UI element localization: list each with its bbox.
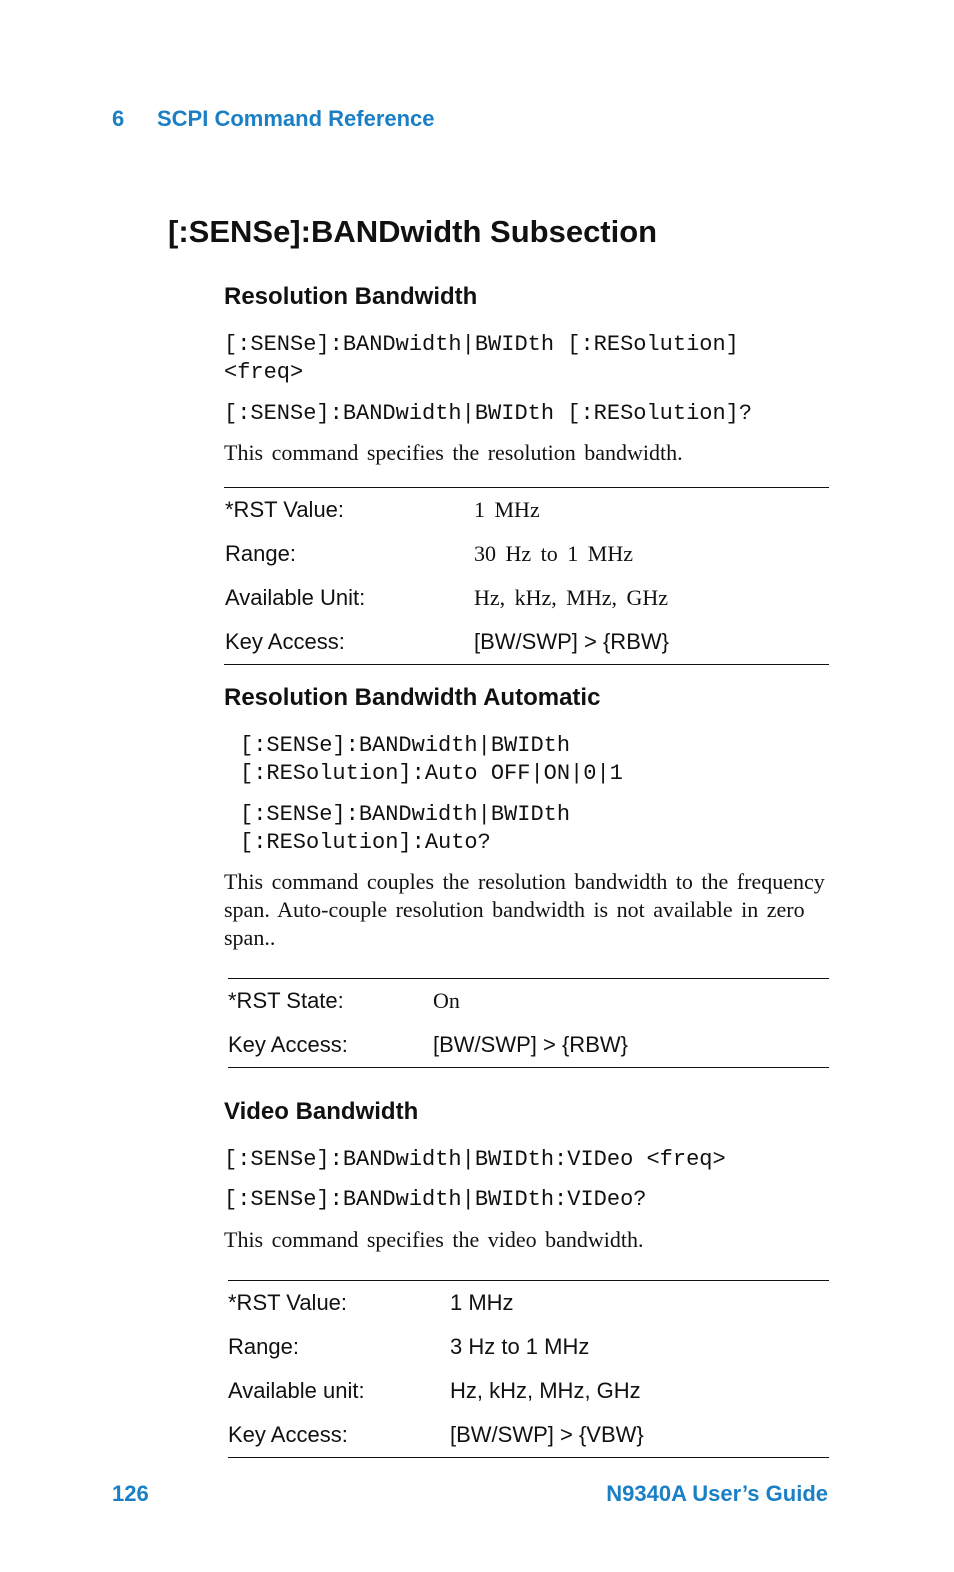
rbw-auto-query-command bbox=[240, 801, 570, 857]
rbw-auto-heading: Resolution Bandwidth Automatic bbox=[224, 684, 601, 711]
table-label: *RST Value: bbox=[228, 1290, 348, 1315]
table-value: 30 Hz to 1 MHz bbox=[474, 541, 633, 566]
vbw-set-command: [:SENSe]:BANDwidth|BWIDth:VIDeo <freq> bbox=[224, 1147, 726, 1172]
table-value: On bbox=[433, 988, 460, 1013]
table-label: Key Access: bbox=[228, 1422, 348, 1447]
rbw-set-command-line2: <freq> bbox=[224, 360, 304, 385]
chapter-number: 6 bbox=[112, 106, 125, 131]
rbw-auto-set-command bbox=[240, 732, 623, 788]
table-row bbox=[224, 532, 829, 576]
vbw-table bbox=[228, 1280, 829, 1458]
resolution-bandwidth-heading: Resolution Bandwidth bbox=[224, 283, 478, 310]
table-row bbox=[228, 1413, 829, 1457]
rbw-auto-set-line1: [:SENSe]:BANDwidth|BWIDth bbox=[240, 733, 571, 758]
table-label: Range: bbox=[228, 1334, 299, 1359]
table-value: Hz, kHz, MHz, GHz bbox=[450, 1378, 641, 1403]
table-value: 1 MHz bbox=[450, 1290, 514, 1315]
table-row bbox=[228, 1369, 829, 1413]
table-label: *RST State: bbox=[228, 988, 344, 1013]
table-row bbox=[224, 620, 829, 664]
table-value: [BW/SWP] > {RBW} bbox=[474, 629, 669, 654]
rbw-auto-query-line1: [:SENSe]:BANDwidth|BWIDth bbox=[240, 802, 571, 827]
rbw-auto-description: This command couples the resolution bandwidth to the frequency span. Auto-couple resolution bandwidth is not available in zero span.. bbox=[224, 869, 825, 950]
table-row bbox=[228, 1325, 829, 1369]
table-label: Range: bbox=[225, 541, 296, 566]
table-value: Hz, kHz, MHz, GHz bbox=[474, 585, 669, 610]
table-row bbox=[228, 1023, 829, 1067]
section-title: [:SENSe]:BANDwidth Subsection bbox=[168, 214, 658, 249]
rbw-query-command: [:SENSe]:BANDwidth|BWIDth [:RESolution]? bbox=[224, 401, 753, 426]
table-row bbox=[228, 1281, 829, 1325]
table-label: *RST Value: bbox=[225, 497, 345, 522]
page-number: 126 bbox=[112, 1481, 149, 1506]
table-value: [BW/SWP] > {RBW} bbox=[433, 1032, 628, 1057]
rbw-auto-set-line2: [:RESolution]:Auto OFF|ON|0|1 bbox=[240, 761, 623, 786]
rbw-description: This command specifies the resolution bandwidth. bbox=[224, 440, 683, 465]
rbw-auto-query-line2: [:RESolution]:Auto? bbox=[240, 830, 491, 855]
rbw-auto-table bbox=[228, 978, 829, 1068]
table-row bbox=[228, 979, 829, 1023]
vbw-description: This command specifies the video bandwidth. bbox=[224, 1227, 644, 1252]
table-value: 1 MHz bbox=[474, 497, 540, 522]
rbw-set-command-line1: [:SENSe]:BANDwidth|BWIDth [:RESolution] bbox=[224, 332, 739, 357]
table-label: Available unit: bbox=[228, 1378, 365, 1403]
table-label: Key Access: bbox=[228, 1032, 348, 1057]
chapter-title: SCPI Command Reference bbox=[157, 106, 435, 131]
rbw-table bbox=[224, 487, 829, 665]
guide-title: N9340A User’s Guide bbox=[606, 1481, 828, 1506]
table-label: Available Unit: bbox=[225, 585, 366, 610]
running-header bbox=[112, 106, 435, 132]
table-value: [BW/SWP] > {VBW} bbox=[450, 1422, 644, 1447]
rbw-set-command bbox=[224, 331, 739, 387]
table-row bbox=[224, 576, 829, 620]
video-bandwidth-heading: Video Bandwidth bbox=[224, 1098, 419, 1125]
table-value: 3 Hz to 1 MHz bbox=[450, 1334, 590, 1359]
vbw-query-command: [:SENSe]:BANDwidth|BWIDth:VIDeo? bbox=[224, 1187, 647, 1212]
table-row bbox=[224, 488, 829, 532]
table-label: Key Access: bbox=[225, 629, 345, 654]
